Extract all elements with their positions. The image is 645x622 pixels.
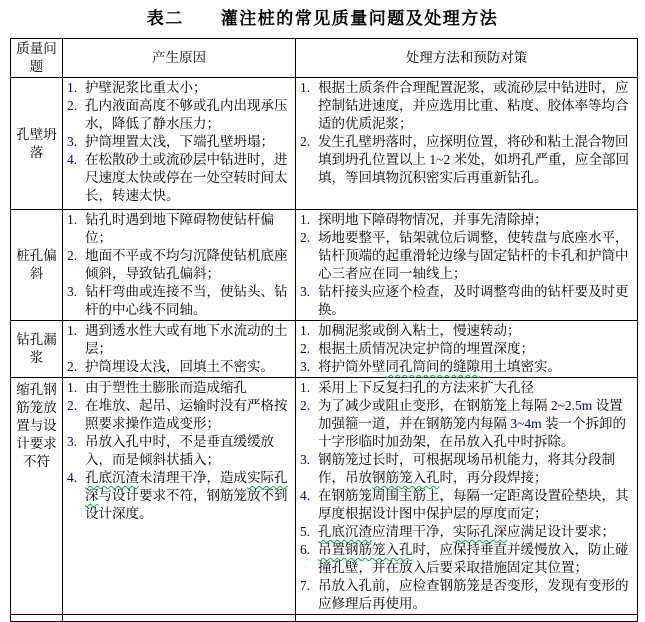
list-item-number: 5. xyxy=(300,524,311,539)
list-item xyxy=(64,397,292,433)
list-item-text xyxy=(85,283,292,319)
text-segment: 护筒埋置太浅，下端孔壁坍塌； xyxy=(85,134,274,149)
list-item-number: 1. xyxy=(300,380,311,395)
measurement-value: 2~2.5m xyxy=(550,398,593,413)
list-item-number: 2. xyxy=(67,248,78,263)
list-item-text xyxy=(318,229,634,283)
list-item-text xyxy=(318,340,634,358)
text-segment: 吊放入孔中时，不是垂直缓缓放入，而是倾斜状插入； xyxy=(85,434,274,467)
list-item xyxy=(64,379,292,397)
text-segment: 场地要整平，钻架就位后调整，使转盘与底座水平，钻杆顶端的起重滑轮边缘与固定钻杆的卡孔和护筒中心三者应在同一轴线上； xyxy=(318,230,629,281)
text-segment: 米处，如坍孔严重，应全部回填，等回填物沉积密实后再重新钻孔。 xyxy=(318,152,630,185)
list-item-number: 3. xyxy=(67,284,78,299)
text-segment: 在钢筋笼周围主筋上，每隔一定距离设置砼垫块，其厚度根据设计图中保护层的厚度而定； xyxy=(318,488,629,521)
list-item-text xyxy=(85,133,292,151)
list-item-number: 2. xyxy=(300,398,311,413)
list-item xyxy=(297,133,634,187)
text-segment: 发生孔壁坍落时，应探明位置，将砂和粘土混合物回填到坍孔位置以上 xyxy=(318,134,629,167)
measurement-value: 1~2 xyxy=(429,152,451,167)
list-item xyxy=(297,523,634,541)
table-row-cutoff xyxy=(11,615,638,622)
list-item-text xyxy=(85,397,292,433)
list-item-text xyxy=(318,133,634,187)
problem-cell: 缩孔钢筋笼放置与设计要求不符 xyxy=(11,378,63,615)
measures-cell xyxy=(296,321,638,378)
list-item-number: 1. xyxy=(300,80,311,95)
list-item-text xyxy=(318,451,634,487)
causes-cell xyxy=(63,78,296,210)
list-item-number: 4. xyxy=(300,488,311,503)
list-item-text xyxy=(85,247,292,283)
text-segment: 应清理干净， xyxy=(372,524,453,539)
text-segment: 采用上下反复扫孔的方法来扩大孔径 xyxy=(318,380,534,395)
problem-cell xyxy=(11,615,63,622)
list-item-text xyxy=(318,397,634,451)
list-item-number: 4. xyxy=(67,470,78,485)
table-header xyxy=(11,39,638,78)
list-item xyxy=(64,211,292,247)
list-item xyxy=(64,79,292,97)
text-segment: 在松散砂土或流砂层中钻进时，进尺速度太快或停在一处空转时间太长，转速太快。 xyxy=(85,152,288,203)
list-item-number: 1. xyxy=(67,380,78,395)
list-item-text xyxy=(318,487,634,523)
text-segment: 吊放入孔前，应检查钢筋笼是否变形，发现有变形的应修理后再使用。 xyxy=(318,578,629,611)
document-title: 表二 灌注桩的常见质量问题及处理方法 xyxy=(146,9,499,28)
text-segment: 钻杆接头应逐个检查，及时调整弯曲的钻杆要及时更换。 xyxy=(318,284,629,317)
list-item-number: 3. xyxy=(300,452,311,467)
spellcheck-flagged-text: 同孔筒间的缝隙 xyxy=(385,359,480,374)
list-item xyxy=(64,247,292,283)
list-item-text xyxy=(85,379,292,397)
list-item xyxy=(297,397,634,451)
list-item-text xyxy=(318,211,634,229)
list-item-number: 1. xyxy=(300,323,311,338)
spellcheck-flagged-text: 钢筋笼入孔 xyxy=(372,470,440,485)
list-item xyxy=(297,379,634,397)
list-item xyxy=(297,541,634,577)
list-item-text xyxy=(318,283,634,319)
measures-cell xyxy=(296,615,638,622)
text-segment: 为了减少或阻止变形，在钢筋笼上每隔 xyxy=(318,398,551,413)
text-segment: 钻杆弯曲或连接不当，使钻头、钻杆的中心线不同轴。 xyxy=(85,284,288,317)
list-item xyxy=(297,358,634,376)
causes-cell xyxy=(63,615,296,622)
text-segment: 钢筋笼过长时，可根据现场吊机能力，将其分段制作，吊放 xyxy=(318,452,615,485)
text-segment: 由于塑性土膨胀而造成缩孔 xyxy=(85,380,247,395)
list-item xyxy=(64,469,292,523)
table-body xyxy=(11,78,638,615)
list-item-text xyxy=(85,358,292,376)
list-item-number: 3. xyxy=(67,434,78,449)
measures-cell xyxy=(296,210,638,321)
list-item-number: 1. xyxy=(300,212,311,227)
list-item-text xyxy=(85,97,292,133)
list-item xyxy=(64,322,292,358)
text-segment: 时，应保持垂直并缓慢放入，防止碰撞孔壁，并在放入后要采取措施固定其位置； xyxy=(318,542,629,575)
list-item xyxy=(297,283,634,319)
list-item-text xyxy=(85,79,292,97)
text-segment: 在堆放、起吊、运输时没有严格按照要求操作造成变形； xyxy=(85,398,288,431)
causes-cell xyxy=(63,321,296,378)
header-causes: 产生原因 xyxy=(63,39,296,78)
text-segment: 装一个拆卸的十字形临时加劲架，在吊放入孔中时拆除。 xyxy=(318,416,627,449)
list-item-text xyxy=(318,358,634,376)
list-item-number: 2. xyxy=(300,230,311,245)
list-item xyxy=(297,340,634,358)
text-segment: 遇到透水性大或有地下水流动的土层； xyxy=(85,323,288,356)
spellcheck-flagged-text: 实际孔深 xyxy=(453,524,507,539)
list-item-text xyxy=(85,469,292,523)
measures-cell xyxy=(296,78,638,210)
text-segment: 护筒埋设太浅，回填土不密实。 xyxy=(85,359,274,374)
list-item-text xyxy=(318,322,634,340)
list-item-text xyxy=(318,523,634,541)
header-measures: 处理方法和预防对策 xyxy=(296,39,638,78)
list-item-text xyxy=(85,322,292,358)
partial-next-row xyxy=(11,615,638,622)
list-item-text xyxy=(318,79,634,133)
list-item xyxy=(297,211,634,229)
list-item-number: 2. xyxy=(300,341,311,356)
table-row xyxy=(11,210,638,321)
list-item-number: 1. xyxy=(67,212,78,227)
list-item-number: 7. xyxy=(300,578,311,593)
quality-problems-table xyxy=(10,38,638,622)
list-item-number: 4. xyxy=(67,152,78,167)
measurement-value: 3~4m xyxy=(510,416,542,431)
problem-cell: 孔壁坍落 xyxy=(11,78,63,210)
text-segment: 时，再分段焊接； xyxy=(439,470,548,485)
list-item-text xyxy=(85,433,292,469)
list-item-number: 3. xyxy=(300,359,311,374)
text-segment: 根据土质情况决定护筒的埋置深度； xyxy=(318,341,534,356)
list-item-text xyxy=(85,151,292,205)
list-item xyxy=(297,451,634,487)
text-segment: 钻孔时遇到地下障碍物使钻杆偏位； xyxy=(85,212,274,245)
list-item xyxy=(64,358,292,376)
text-segment: 孔内液面高度不够或孔内出现承压水，降低了静水压力； xyxy=(85,98,288,131)
causes-cell xyxy=(63,210,296,321)
text-segment: 探明地下障碍物情况，并事先清除掉； xyxy=(318,212,548,227)
text-segment: 加稠泥浆或倒入粘土，慢速转动； xyxy=(318,323,521,338)
text-segment: 护壁泥浆比重太小； xyxy=(85,80,207,95)
table-row xyxy=(11,78,638,210)
text-segment: 设置加强箍一道，并在钢筋笼内每隔 xyxy=(318,398,623,431)
list-item-text xyxy=(318,541,634,577)
spellcheck-flagged-text: 孔底沉渣 xyxy=(85,470,139,485)
list-item xyxy=(297,79,634,133)
list-item-number: 2. xyxy=(67,359,78,374)
text-segment: 未清理干净，造成 xyxy=(139,470,247,485)
spellcheck-flagged-text: 吊置钢筋笼入孔 xyxy=(318,542,413,557)
list-item-number: 3. xyxy=(67,134,78,149)
causes-cell xyxy=(63,378,296,615)
list-item-number: 6. xyxy=(300,542,311,557)
list-item xyxy=(64,151,292,205)
list-item xyxy=(297,487,634,523)
list-item-number: 1. xyxy=(67,80,78,95)
list-item xyxy=(64,283,292,319)
list-item-number: 2. xyxy=(300,134,311,149)
list-item xyxy=(64,97,292,133)
list-item-number: 3. xyxy=(300,284,311,299)
list-item xyxy=(64,433,292,469)
text-segment: 将护筒外壁 xyxy=(318,359,386,374)
list-item xyxy=(64,133,292,151)
list-item xyxy=(297,229,634,283)
table-row xyxy=(11,321,638,378)
header-quality-problem: 质量问题 xyxy=(11,39,63,78)
list-item-text xyxy=(85,211,292,247)
text-segment: 与设计要求不符，钢筋笼放不到设计深度。 xyxy=(85,488,288,521)
list-item xyxy=(297,322,634,340)
problem-cell: 桩孔偏斜 xyxy=(11,210,63,321)
list-item-number: 2. xyxy=(67,98,78,113)
text-segment: 根据土质条件合理配置泥浆，或流砂层中钻进时，应控制钻进速度，并应选用比重、粘度、胶体率等均合适的优质泥浆； xyxy=(318,80,629,131)
text-segment: 应满足设计要求； xyxy=(507,524,615,539)
table-row xyxy=(11,378,638,615)
list-item-text xyxy=(318,379,634,397)
problem-cell: 钻孔漏浆 xyxy=(11,321,63,378)
text-segment: 用土填密实。 xyxy=(480,359,561,374)
list-item-number: 1. xyxy=(67,323,78,338)
header-row xyxy=(11,39,638,78)
spellcheck-flagged-text: 孔底沉渣 xyxy=(318,524,372,539)
list-item-number: 2. xyxy=(67,398,78,413)
measures-cell xyxy=(296,378,638,615)
spellcheck-flagged-text: 实际孔深 xyxy=(85,470,288,503)
text-segment: 地面不平或不均匀沉降使钻机底座倾斜，导致钻孔偏斜； xyxy=(85,248,288,281)
